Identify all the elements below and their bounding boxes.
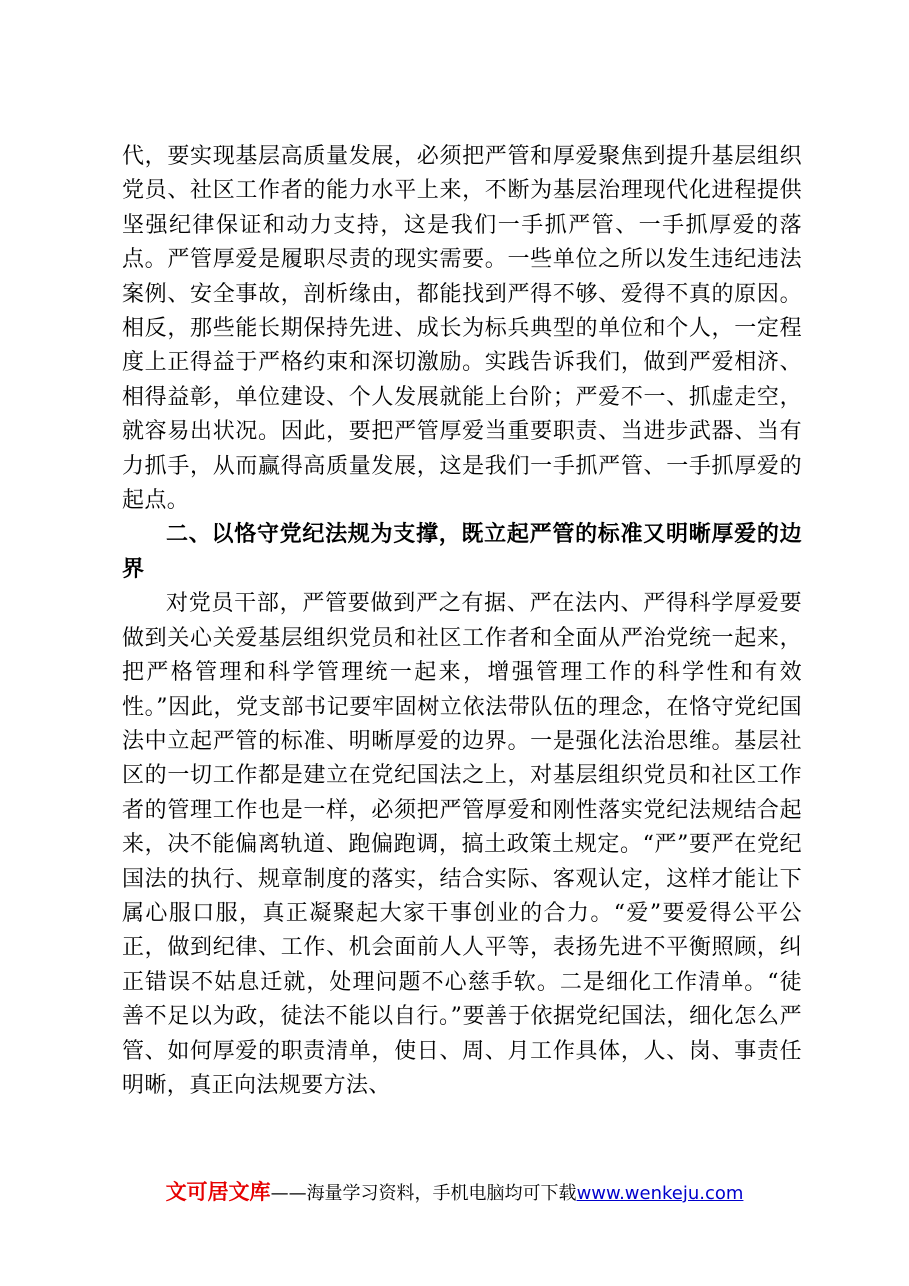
footer-website-link[interactable]: www.wenkeju.com: [576, 1183, 744, 1204]
document-body: [122, 140, 802, 1103]
footer-banner: [0, 1178, 909, 1208]
section-heading-2: 二、以恪守党纪法规为支撑，既立起严管的标准又明晰厚爱的边界: [122, 522, 802, 582]
body-paragraph-2: 对党员干部，严管要做到严之有据、严在法内、严得科学厚爱要做到关心关爱基层组织党员和社区工作者和全面从严治党统一起来，把严格管理和科学管理统一起来，增强管理工作的科学性和有效性。”因此，党支部书记要牢固树立依法带队伍的理念，在恪守党纪国法中立起严管的标准、明晰厚爱的边界。一是强化法治思维。基层社区的一切工作都是建立在党纪国法之上，对基层组织党员和社区工作者的管理工作也是一样，必须把严管厚爱和刚性落实党纪法规结合起来，决不能偏离轨道、跑偏跑调，搞土政策土规定。“严”要严在党纪国法的执行、规章制度的落实，结合实际、客观认定，这样才能让下属心服口服，真正凝聚起大家干事创业的合力。“爱”要爱得公平公正，做到纪律、工作、机会面前人人平等，表扬先进不平衡照顾，纠正错误不姑息迁就，处理问题不心慈手软。二是细化工作清单。“徒善不足以为政，徒法不能以自行。”要善于依据党纪国法，细化怎么严管、如何厚爱的职责清单，使日、周、月工作具体，人、岗、事责任明晰，真正向法规要方法、: [122, 591, 802, 1098]
footer-brand: 文可居文库: [165, 1180, 271, 1204]
body-paragraph-1: 代，要实现基层高质量发展，必须把严管和厚爱聚焦到提升基层组织党员、社区工作者的能力水平上来，不断为基层治理现代化进程提供坚强纪律保证和动力支持，这是我们一手抓严管、一手抓厚爱的落点。严管厚爱是履职尽责的现实需要。一些单位之所以发生违纪违法案例、安全事故，剖析缘由，都能找到严得不够、爱得不真的原因。相反，那些能长期保持先进、成长为标兵典型的单位和个人，一定程度上正得益于严格约束和深切激励。实践告诉我们，做到严爱相济、相得益彰，单位建设、个人发展就能上台阶；严爱不一、抓虚走空，就容易出状况。因此，要把严管厚爱当重要职责、当进步武器、当有力抓手，从而赢得高质量发展，这是我们一手抓严管、一手抓厚爱的起点。: [122, 144, 802, 514]
footer-tagline: ——海量学习资料，手机电脑均可下载: [270, 1183, 577, 1204]
